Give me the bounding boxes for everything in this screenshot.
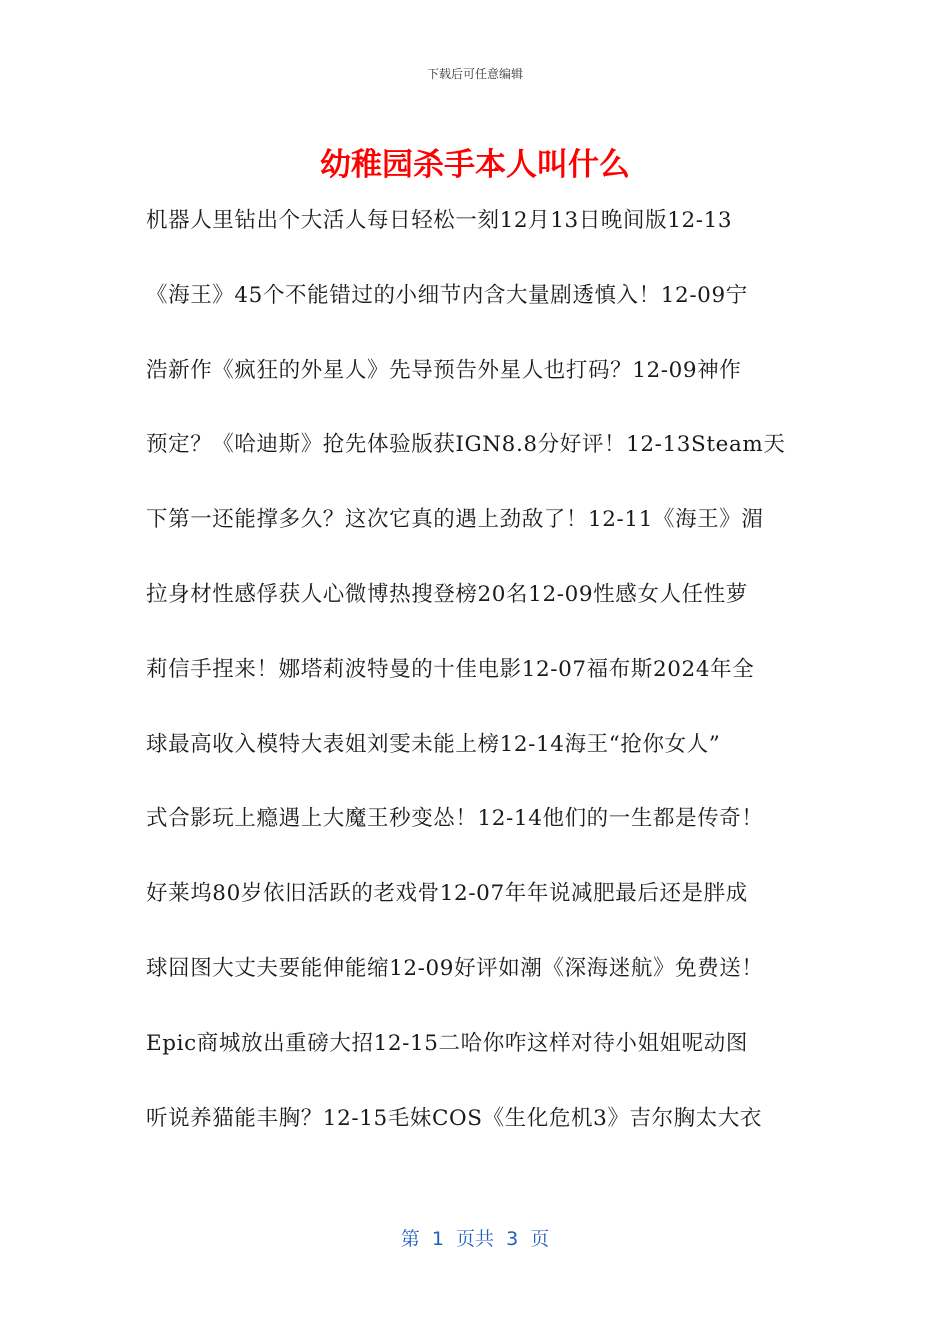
- body-line: Epic商城放出重磅大招12-15二哈你咋这样对待小姐姐呢动图: [146, 1030, 748, 1056]
- body-line: 拉身材性感俘获人心微博热搜登榜20名12-09性感女人任性萝: [146, 581, 748, 607]
- body-line: 预定？《哈迪斯》抢先体验版获IGN8.8分好评！12-13Steam天: [146, 432, 786, 458]
- body-line: 球最高收入模特大表姐刘雯未能上榜12-14海王“抢你女人”: [146, 731, 721, 757]
- body-line: 莉信手捏来！娜塔莉波特曼的十佳电影12-07福布斯2024年全: [146, 656, 755, 682]
- body-line: 《海王》45个不能错过的小细节内含大量剧透慎入！12-09宁: [146, 282, 748, 308]
- body-line: 浩新作《疯狂的外星人》先导预告外星人也打码？12-09神作: [146, 357, 742, 383]
- body-line: 下第一还能撑多久？这次它真的遇上劲敌了！12-11《海王》湄: [146, 507, 764, 533]
- body-line: 机器人里钻出个大活人每日轻松一刻12月13日晚间版12-13: [146, 208, 733, 233]
- body-line: 好莱坞80岁依旧活跃的老戏骨12-07年年说减肥最后还是胖成: [146, 881, 748, 907]
- body-line: 球囧图大丈夫要能伸能缩12-09好评如潮《深海迷航》免费送！: [146, 955, 764, 981]
- document-title: 幼稚园杀手本人叫什么: [320, 147, 630, 183]
- body-line: 式合影玩上瘾遇上大魔王秒变怂！12-14他们的一生都是传奇！: [146, 806, 764, 832]
- page-number-footer: 第 1 页共 3 页: [400, 1228, 550, 1250]
- body-line: 听说养猫能丰胸？12-15毛妹COS《生化危机3》吉尔胸太大衣: [146, 1105, 763, 1131]
- document-body: [146, 199, 826, 1171]
- page-header-note: 下载后可任意编辑: [426, 67, 523, 81]
